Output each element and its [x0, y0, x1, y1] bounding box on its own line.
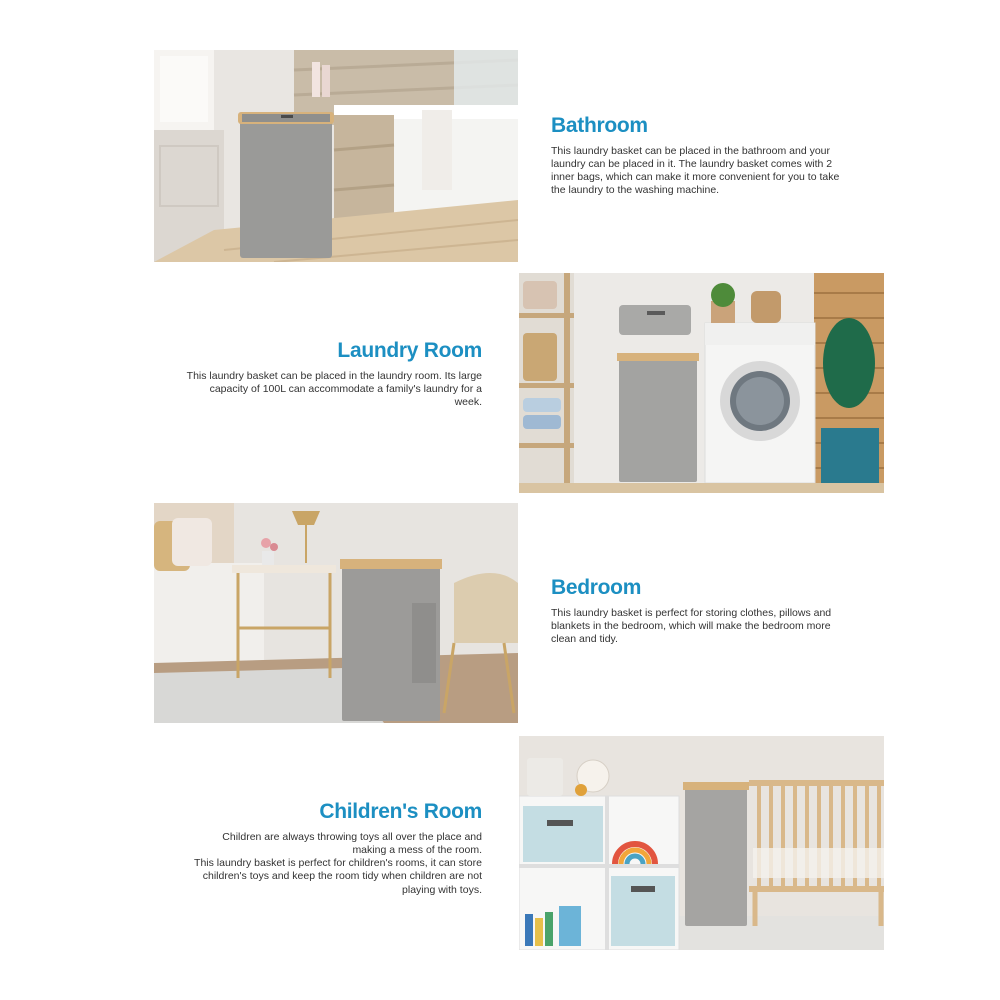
childrens-room-description-line1: Children are always throwing toys all over the place and making a mess of the room. — [222, 831, 482, 857]
bathroom-text-block — [551, 114, 851, 198]
bedroom-heading: Bedroom — [551, 576, 642, 599]
childrens-room-description-line2: This laundry basket is perfect for children's rooms, it can store children's toys and keep the room tidy when children are not playing with toys. — [194, 857, 482, 896]
childrens-room-photo — [519, 736, 884, 950]
bedroom-text-block — [551, 576, 841, 646]
childrens-room-text-block — [188, 800, 482, 897]
bedroom-photo — [154, 503, 518, 723]
laundry-room-description: This laundry basket can be placed in the laundry room. Its large capacity of 100L can accommodate a family's laundry for a week. — [186, 370, 482, 409]
bathroom-heading: Bathroom — [551, 114, 648, 137]
laundry-room-text-block — [180, 339, 482, 409]
bathroom-description: This laundry basket can be placed in the bathroom and your laundry can be placed in it. The laundry basket comes with 2 inner bags, which can make it more convenient for you to take the laundry to the washing machine. — [551, 145, 840, 197]
bedroom-description: This laundry basket is perfect for storing clothes, pillows and blankets in the bedroom, which will make the bedroom more clean and tidy. — [551, 607, 832, 646]
childrens-room-heading: Children's Room — [319, 800, 482, 823]
laundry-room-heading: Laundry Room — [337, 339, 482, 362]
bathroom-photo — [154, 50, 518, 262]
laundry-room-photo — [519, 273, 884, 493]
